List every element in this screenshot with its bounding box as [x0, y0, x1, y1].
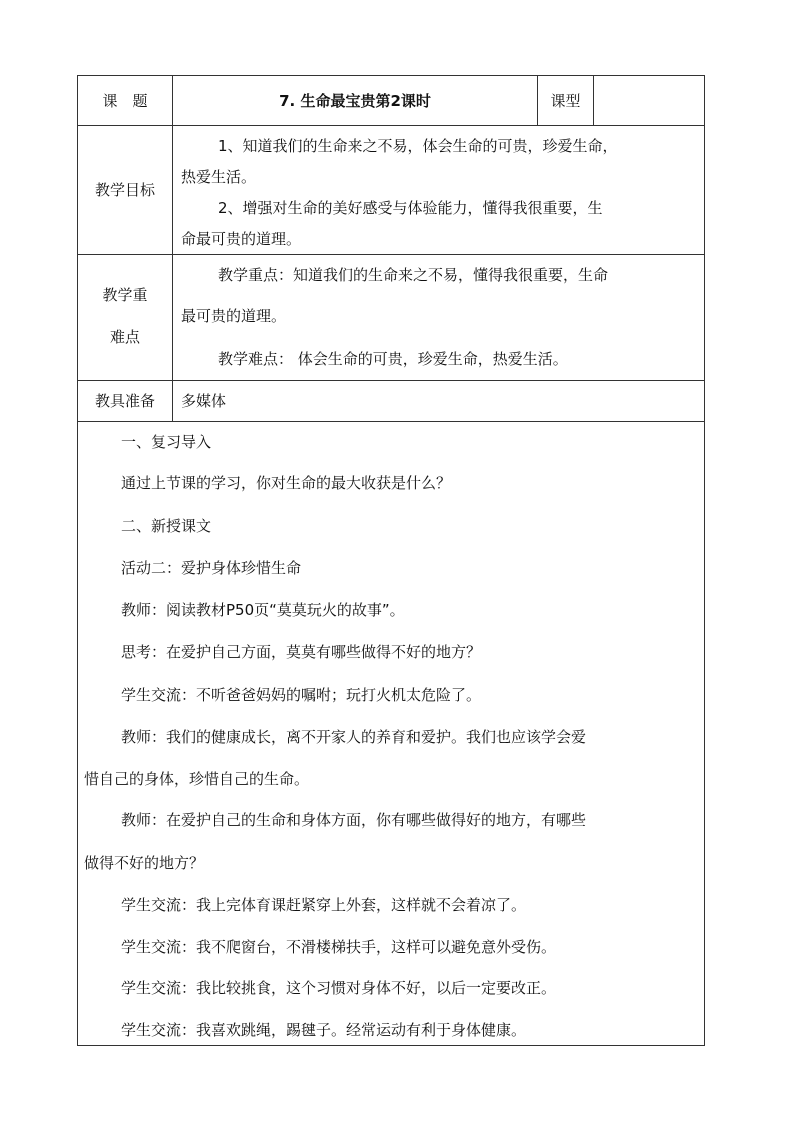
key-point-line: 最可贵的道理。 [181, 307, 287, 325]
topic-label: 课 题 [102, 91, 148, 110]
objective-line: 热爱生活。 [181, 168, 257, 186]
process-line: 一、复习导入 [121, 433, 212, 451]
process-line: 教师：在爱护自己的生命和身体方面，你有哪些做得好的地方，有哪些 [121, 811, 587, 829]
process-line: 学生交流：我喜欢跳绳，踢毽子。经常运动有利于身体健康。 [121, 1021, 527, 1039]
process-line: 教师：阅读教材P50页“莫莫玩火的故事”。 [121, 601, 405, 619]
key-points-label [78, 255, 172, 380]
process-line: 教师：我们的健康成长，离不开家人的养育和爱护。我们也应该学会爱 [121, 728, 587, 746]
key-point-line: 教学重点：知道我们的生命来之不易，懂得我很重要，生命 [218, 266, 609, 284]
objectives-label: 教学目标 [94, 181, 155, 199]
materials-label: 教具准备 [94, 392, 155, 410]
column-divider [172, 76, 173, 421]
process-line: 二、新授课文 [121, 517, 212, 535]
process-line: 学生交流：我不爬窗台，不滑楼梯扶手，这样可以避免意外受伤。 [121, 938, 557, 956]
process-line: 做得不好的地方？ [84, 854, 205, 872]
process-line: 学生交流：不听爸爸妈妈的嘱咐；玩打火机太危险了。 [121, 686, 482, 704]
lesson-type-value [594, 76, 704, 125]
lesson-type-label: 课型 [550, 91, 581, 110]
objective-line: 2、增强对生命的美好感受与体验能力，懂得我很重要，生 [218, 199, 603, 217]
key-points-label-line: 难点 [109, 328, 140, 346]
key-point-line: 教学难点： 体会生命的可贵，珍爱生命，热爱生活。 [218, 350, 568, 368]
objective-line: 命最可贵的道理。 [181, 230, 302, 248]
process-line: 惜自己的身体，珍惜自己的生命。 [84, 770, 310, 788]
process-line: 思考：在爱护自己方面，莫莫有哪些做得不好的地方？ [121, 643, 482, 661]
objective-line: 1、知道我们的生命来之不易，体会生命的可贵，珍爱生命， [218, 137, 618, 155]
process-line: 通过上节课的学习，你对生命的最大收获是什么？ [121, 474, 452, 492]
key-points-label-line: 教学重 [102, 286, 148, 304]
process-line: 学生交流：我比较挑食，这个习惯对身体不好，以后一定要改正。 [121, 979, 557, 997]
lesson-plan-table [77, 75, 705, 1046]
process-line: 活动二：爱护身体珍惜生命 [121, 559, 302, 577]
topic-value: 7. 生命最宝贵第2课时 [279, 91, 431, 110]
process-line: 学生交流：我上完体育课赶紧穿上外套，这样就不会着凉了。 [121, 896, 527, 914]
row-divider [78, 421, 704, 422]
materials-value: 多媒体 [181, 392, 227, 410]
